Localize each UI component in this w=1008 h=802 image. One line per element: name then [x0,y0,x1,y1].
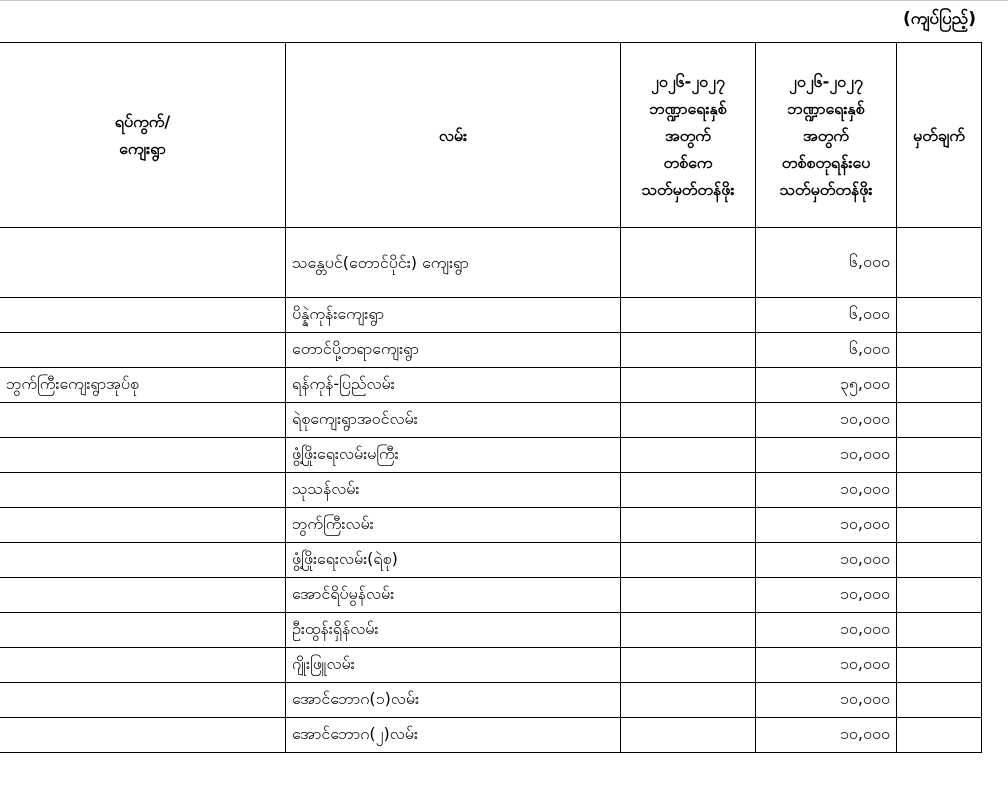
remarks-cell [897,683,982,718]
valuation-table [0,42,982,753]
remarks-cell [897,543,982,578]
village-cell [0,403,286,438]
village-cell [0,683,286,718]
table-row [0,298,982,333]
remarks-cell [897,473,982,508]
remarks-cell [897,438,982,473]
road-cell: ဘွက်ကြီးလမ်း [286,508,621,543]
road-cell: အောင်ဘောဂ(၂)လမ်း [286,718,621,753]
per-acre-cell [621,368,756,403]
unit-note: (ကျပ်ပြည့်) [902,9,976,29]
road-cell: ဖွံ့ဖြိုးရေးလမ်းမကြီး [286,438,621,473]
village-cell [0,648,286,683]
table-row [0,438,982,473]
road-cell: ဂျိုးဖြူလမ်း [286,648,621,683]
remarks-cell [897,368,982,403]
per-sqft-cell: ၁၀,၀၀၀ [756,438,897,473]
road-cell: တောင်ပို့တရာကျေးရွာ [286,333,621,368]
per-acre-cell [621,403,756,438]
remarks-cell [897,578,982,613]
village-cell [0,578,286,613]
per-sqft-cell: ၁၀,၀၀၀ [756,718,897,753]
table-row [0,368,982,403]
per-acre-cell [621,473,756,508]
road-cell: ဖွံ့ဖြိုးရေးလမ်း(ရဲစု) [286,543,621,578]
per-acre-cell [621,543,756,578]
per-sqft-cell: ၁၀,၀၀၀ [756,543,897,578]
table-row [0,508,982,543]
remarks-cell [897,718,982,753]
village-cell [0,543,286,578]
table-row [0,473,982,508]
table-row [0,683,982,718]
village-cell: ဘွက်ကြီးကျေးရွာအုပ်စု [0,368,286,403]
village-cell [0,473,286,508]
table-row [0,333,982,368]
remarks-cell [897,228,982,298]
per-sqft-cell: ၁၀,၀၀၀ [756,403,897,438]
road-cell: အောင်ရိပ်မွန်လမ်း [286,578,621,613]
per-acre-cell [621,648,756,683]
per-sqft-cell: ၁၀,၀၀၀ [756,613,897,648]
per-acre-cell [621,613,756,648]
per-acre-cell [621,298,756,333]
per-acre-cell [621,578,756,613]
remarks-cell [897,508,982,543]
per-acre-cell [621,333,756,368]
per-sqft-cell: ၁၀,၀၀၀ [756,578,897,613]
header-value-per-sqft: ၂၀၂၆-၂၀၂၇ ဘဏ္ဍာရေးနှစ် အတွက် တစ်စတုရန်းပေ သတ်မှတ်တန်ဖိုး [756,43,897,228]
village-cell [0,228,286,298]
village-cell [0,508,286,543]
header-remarks: မှတ်ချက် [897,43,982,228]
per-sqft-cell: ၆,၀၀၀ [756,333,897,368]
per-acre-cell [621,683,756,718]
road-cell: အောင်ဘောဂ(၁)လမ်း [286,683,621,718]
remarks-cell [897,648,982,683]
remarks-cell [897,613,982,648]
road-cell: သုသန်လမ်း [286,473,621,508]
per-sqft-cell: ၁၀,၀၀၀ [756,648,897,683]
village-cell [0,613,286,648]
per-sqft-cell: ၁၀,၀၀၀ [756,683,897,718]
top-divider [0,0,1008,1]
village-cell [0,333,286,368]
header-road: လမ်း [286,43,621,228]
per-sqft-cell: ၆,၀၀၀ [756,298,897,333]
per-acre-cell [621,438,756,473]
table-row [0,648,982,683]
road-cell: ဦးထွန်းရှိန်လမ်း [286,613,621,648]
village-cell [0,298,286,333]
table-row [0,228,982,298]
per-acre-cell [621,508,756,543]
road-cell: ရန်ကုန်-ပြည်လမ်း [286,368,621,403]
per-sqft-cell: ၁၀,၀၀၀ [756,473,897,508]
per-acre-cell [621,718,756,753]
road-cell: သန္တေပင်(တောင်ပိုင်း) ကျေးရွာ [286,228,621,298]
remarks-cell [897,403,982,438]
village-cell [0,438,286,473]
per-sqft-cell: ၁၀,၀၀၀ [756,508,897,543]
header-row [0,43,982,228]
table-row [0,403,982,438]
remarks-cell [897,298,982,333]
header-value-per-acre: ၂၀၂၆-၂၀၂၇ ဘဏ္ဍာရေးနှစ် အတွက် တစ်ကေ သတ်မှတ်တန်ဖိုး [621,43,756,228]
per-acre-cell [621,228,756,298]
table-row [0,578,982,613]
road-cell: ပိန္နဲကုန်းကျေးရွာ [286,298,621,333]
table-row [0,543,982,578]
header-village-tract: ရပ်ကွက်/ ကျေးရွာ [0,43,286,228]
per-sqft-cell: ၆,၀၀၀ [756,228,897,298]
village-cell [0,718,286,753]
table-row [0,613,982,648]
remarks-cell [897,333,982,368]
road-cell: ရဲစုကျေးရွာအဝင်လမ်း [286,403,621,438]
per-sqft-cell: ၃၅,၀၀၀ [756,368,897,403]
table-row [0,718,982,753]
